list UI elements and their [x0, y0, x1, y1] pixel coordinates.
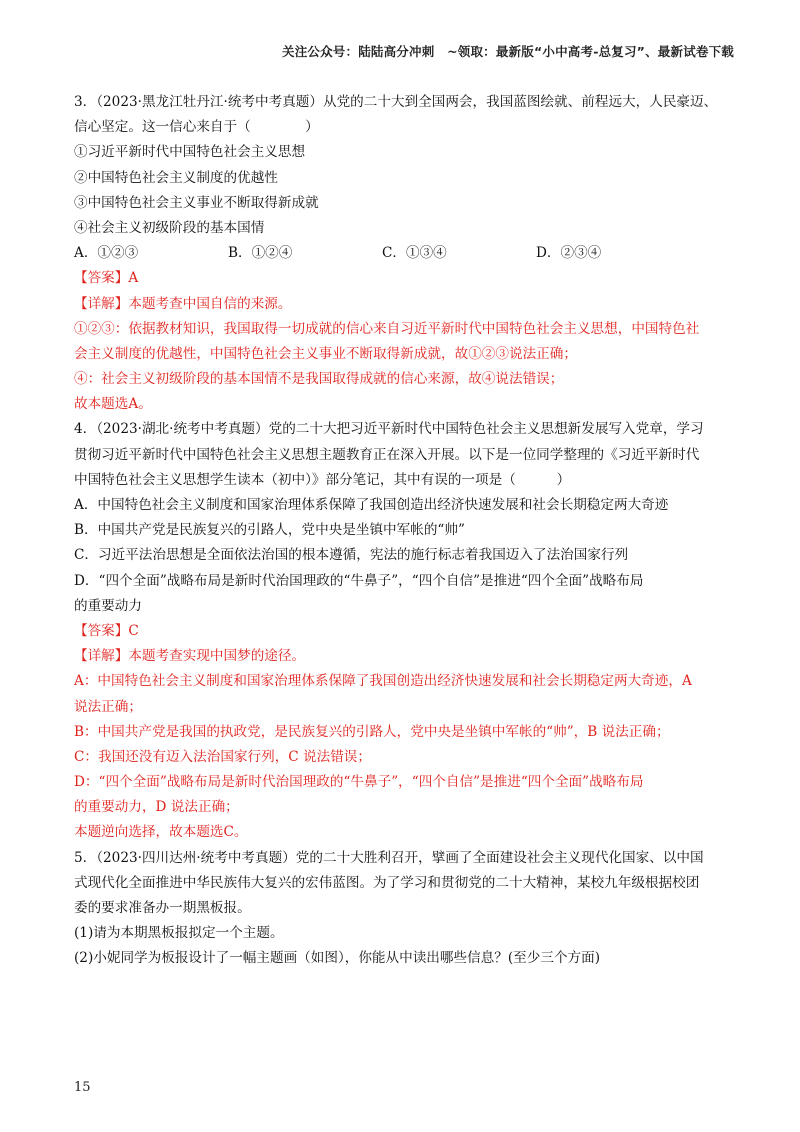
q3-answer: 【答案】A — [74, 270, 139, 287]
q3-option-c: C．①③④ — [382, 245, 447, 262]
q4-detail: 【详解】本题考查实现中国梦的途径。 — [74, 648, 306, 665]
q4-explanation-5: D：“四个全面”战略布局是新时代治国理政的“牛鼻子”，“四个自信”是推进“四个全面”战略布局 — [74, 774, 644, 791]
q4-explanation-3: B：中国共产党是我国的执政党，是民族复兴的引路人，党中央是坐镇中军帐的“帅”，B 说法正确； — [74, 723, 670, 740]
q3-item-1: ①习近平新时代中国特色社会主义思想 — [74, 144, 306, 161]
q4-explanation-4: C：我国还没有迈入法治国家行列，C 说法错误； — [74, 748, 371, 765]
q3-detail: 【详解】本题考查中国自信的来源。 — [74, 295, 292, 312]
q3-option-b: B．①②④ — [228, 245, 293, 262]
q3-item-2: ②中国特色社会主义制度的优越性 — [74, 169, 278, 186]
q3-stem-line1: 3．（2023·黑龙江牡丹江·统考中考真题）从党的二十大到全国两会，我国蓝图绘就、前程远大，人民豪迈、 — [74, 94, 718, 110]
document-body — [74, 90, 734, 972]
q4-explanation-7: 本题逆向选择，故本题选C。 — [74, 824, 248, 841]
q3-options — [74, 241, 734, 266]
q3-option-d: D．②③④ — [536, 245, 602, 262]
q3-explanation-4: 故本题选A。 — [74, 396, 152, 413]
q5-stem-line2: 式现代化全面推进中华民族伟大复兴的宏伟蓝图。为了学习和贯彻党的二十大精神，某校九年级根据校团 — [74, 874, 700, 891]
q4-explanation-2: 说法正确； — [74, 698, 142, 715]
q3-item-4: ④社会主义初级阶段的基本国情 — [74, 219, 265, 236]
q4-option-d-line1: D．“四个全面”战略布局是新时代治国理政的“牛鼻子”，“四个自信”是推进“四个全面”战略布局 — [74, 572, 644, 589]
q4-stem-line1: 4．（2023·湖北·统考中考真题）党的二十大把习近平新时代中国特色社会主义思想新发展写入党章，学习 — [74, 421, 704, 438]
q4-option-c: C．习近平法治思想是全面依法治国的根本遵循，宪法的施行标志着我国迈入了法治国家行列 — [74, 547, 629, 564]
q4-option-d-line2: 的重要动力 — [74, 597, 142, 614]
q5-subquestion-1: (1)请为本期黑板报拟定一个主题。 — [74, 925, 284, 942]
q4-explanation-1: A：中国特色社会主义制度和国家治理体系保障了我国创造出经济快速发展和社会长期稳定两大奇迹，A — [74, 673, 692, 690]
q3-option-a: A．①②③ — [74, 245, 139, 262]
q3-item-3: ③中国特色社会主义事业不断取得新成就 — [74, 194, 319, 211]
q3-explanation-1: ①②③：依据教材知识，我国取得一切成就的信心来自习近平新时代中国特色社会主义思想，中国特色社 — [74, 320, 700, 337]
q4-stem-line2: 贯彻习近平新时代中国特色社会主义思想主题教育正在深入开展。以下是一位同学整理的《习近平新时代 — [74, 446, 700, 463]
q5-subquestion-2: (2)小妮同学为板报设计了一幅主题画（如图），你能从中读出哪些信息？(至少三个方面) — [74, 950, 601, 967]
q4-option-a: A．中国特色社会主义制度和国家治理体系保障了我国创造出经济快速发展和社会长期稳定两大奇迹 — [74, 497, 669, 513]
q4-answer: 【答案】C — [74, 622, 139, 639]
q4-stem-line3: 中国特色社会主义思想学生读本（初中）》部分笔记，其中有误的一项是（ ） — [74, 471, 571, 488]
q5-stem-line3: 委的要求准备办一期黑板报。 — [74, 900, 251, 916]
q5-stem-line1: 5．（2023·四川达州·统考中考真题）党的二十大胜利召开，擘画了全面建设社会主义现代化国家、以中国 — [74, 849, 704, 866]
page-number: 15 — [74, 1080, 91, 1095]
q3-explanation-3: ④：社会主义初级阶段的基本国情不是我国取得成就的信心来源，故④说法错误； — [74, 371, 564, 388]
q3-stem-line2: 信心坚定。这一信心来自于（ ） — [74, 119, 319, 136]
q4-option-b: B．中国共产党是民族复兴的引路人，党中央是坐镇中军帐的“帅” — [74, 522, 465, 539]
q4-explanation-6: 的重要动力，D 说法正确； — [74, 799, 239, 816]
q3-explanation-2: 会主义制度的优越性，中国特色社会主义事业不断取得新成就，故①②③说法正确； — [74, 345, 577, 362]
page-header: 关注公众号：陆陆高分冲刺 ~领取：最新版“小中高考-总复习”、最新试卷下载 — [282, 44, 734, 59]
